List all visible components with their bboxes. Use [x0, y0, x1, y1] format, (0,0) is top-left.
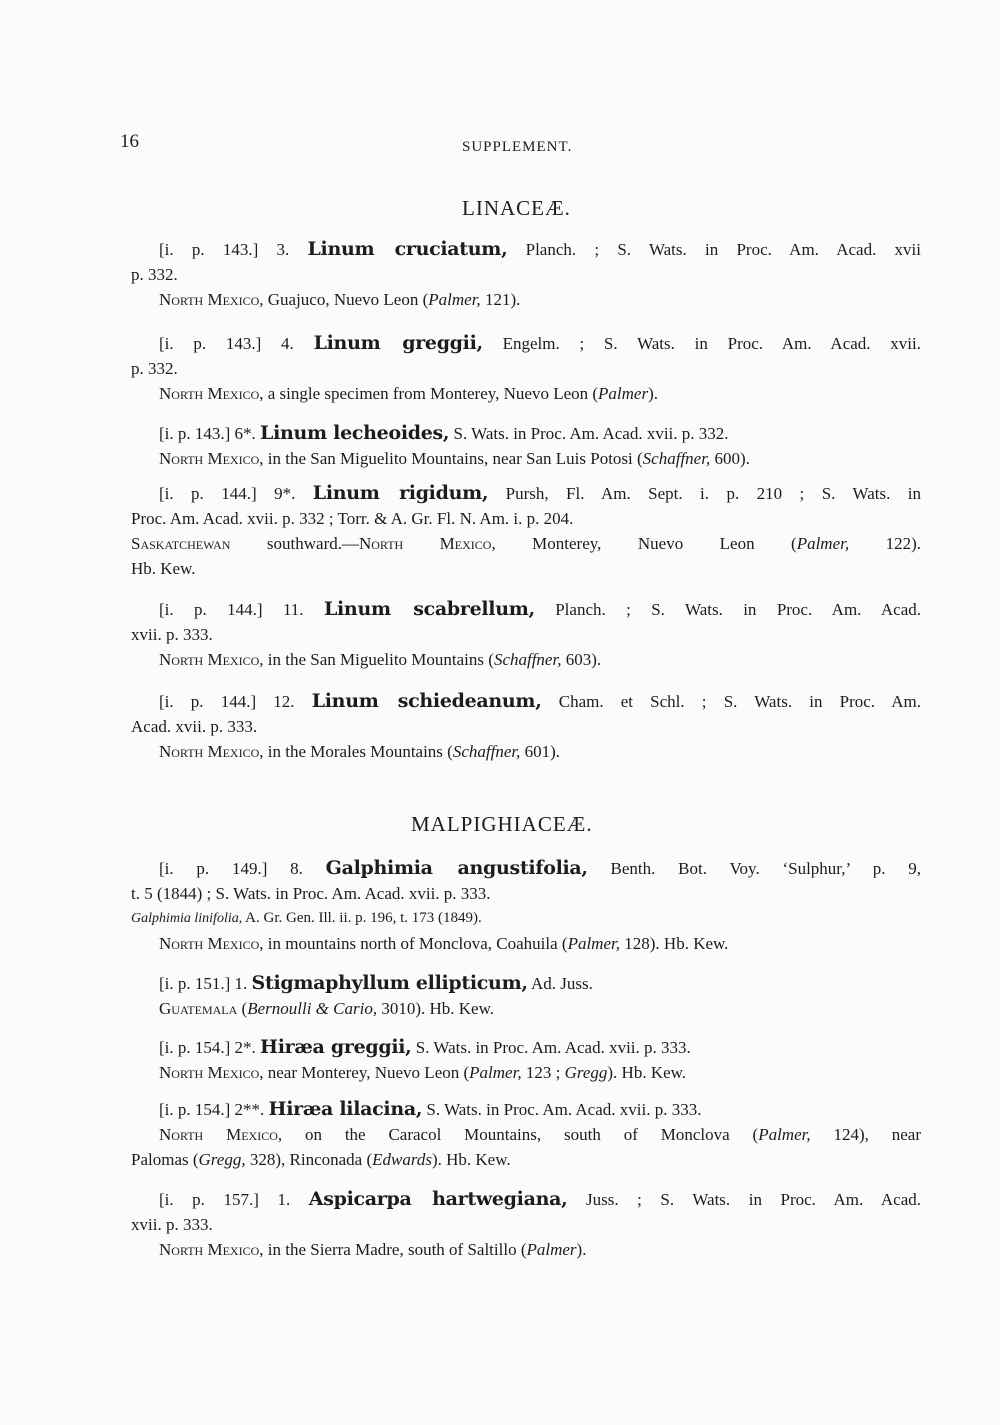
region-name: North Mexico, — [359, 534, 496, 553]
region-name: Guatemala — [159, 999, 238, 1018]
locality-text: ). Hb. Kew. — [607, 1063, 687, 1082]
locality-text: southward.— — [230, 534, 359, 553]
locality-text: 122). — [849, 534, 921, 553]
collector-name: Palmer — [526, 1240, 577, 1259]
region-name: North Mexico, — [159, 449, 264, 468]
page-number: 16 — [120, 131, 139, 152]
citation-ref: [i. p. 154.] 2**. — [159, 1100, 269, 1119]
locality-line — [131, 1122, 921, 1147]
entry-line: p. 332. — [131, 265, 178, 284]
locality-text: 328), Rinconada ( — [245, 1150, 373, 1169]
entry-line — [131, 856, 921, 881]
region-name: North Mexico, — [159, 1125, 283, 1144]
collector-name: Palmer, — [796, 534, 850, 553]
citation-ref: [i. p. 144.] 12. — [159, 692, 312, 711]
species-name: Hiræa lilacina, — [268, 1098, 423, 1120]
entry-line: p. 332. — [131, 359, 178, 378]
running-head: SUPPLEMENT. — [462, 139, 573, 155]
entry-hiraea-greggii — [131, 1035, 921, 1085]
entry-linum-scabrellum — [131, 597, 921, 672]
locality-line — [131, 531, 921, 556]
region-name: Saskatchewan — [131, 534, 231, 553]
species-name: Hiræa greggii, — [260, 1036, 412, 1058]
collector-name: Edwards — [372, 1150, 432, 1169]
synonym-citation: A. Gr. Gen. Ill. ii. p. 196, t. 173 (1849). — [242, 910, 482, 926]
species-name: Linum lecheoides, — [260, 422, 450, 444]
entry-line: xvii. p. 333. — [131, 625, 213, 644]
entry-line — [131, 421, 921, 446]
locality-line — [131, 1237, 921, 1262]
entry-aspicarpa-hartwegiana — [131, 1187, 921, 1262]
species-name: Linum cruciatum, — [307, 238, 508, 260]
citation-text: Engelm. ; S. Wats. in Proc. Am. Acad. xvii. — [482, 334, 921, 353]
entry-line — [131, 481, 921, 506]
locality-text: ). — [576, 1240, 587, 1259]
citation-text: Cham. et Schl. ; S. Wats. in Proc. Am. — [541, 692, 922, 711]
collector-name: Bernoulli & Cario, — [247, 999, 378, 1018]
entry-linum-cruciatum — [131, 237, 921, 312]
citation-ref: [i. p. 143.] 3. — [159, 240, 308, 259]
citation-text: Ad. Juss. — [527, 974, 593, 993]
locality-text: near Monterey, Nuevo Leon ( — [263, 1063, 470, 1082]
entry-linum-schiedeanum — [131, 689, 921, 764]
herbarium-ref: Hb. Kew. — [131, 559, 196, 578]
locality-text: 601). — [520, 742, 561, 761]
entry-line: t. 5 (1844) ; S. Wats. in Proc. Am. Acad. xvii. p. 333. — [131, 884, 491, 903]
citation-text: Planch. ; S. Wats. in Proc. Am. Acad. — [534, 600, 921, 619]
locality-text: on the Caracol Mountains, south of Monclova ( — [282, 1125, 759, 1144]
entry-line — [131, 1097, 921, 1122]
locality-text: 121). — [480, 290, 521, 309]
locality-line — [131, 1147, 921, 1172]
entry-galphimia-angustifolia — [131, 856, 921, 956]
citation-text: Juss. ; S. Wats. in Proc. Am. Acad. — [567, 1190, 921, 1209]
locality-text: in mountains north of Monclova, Coahuila ( — [263, 934, 568, 953]
collector-name: Palmer, — [567, 934, 620, 953]
citation-ref: [i. p. 144.] 11. — [159, 600, 324, 619]
locality-line — [131, 381, 921, 406]
locality-text: 603). — [561, 650, 602, 669]
locality-line — [131, 931, 921, 956]
region-name: North Mexico, — [159, 1240, 264, 1259]
locality-text: in the San Miguelito Mountains ( — [263, 650, 494, 669]
citation-ref: [i. p. 157.] 1. — [159, 1190, 309, 1209]
entry-line: xvii. p. 333. — [131, 1215, 213, 1234]
citation-ref: [i. p. 151.] 1. — [159, 974, 252, 993]
region-name: North Mexico, — [159, 742, 264, 761]
citation-text: Pursh, Fl. Am. Sept. i. p. 210 ; S. Wats. in — [488, 484, 921, 503]
locality-text: ). — [648, 384, 659, 403]
citation-ref: [i. p. 144.] 9*. — [159, 484, 313, 503]
locality-text: 600). — [710, 449, 750, 468]
entry-line — [131, 971, 921, 996]
locality-line — [131, 739, 921, 764]
locality-line — [131, 446, 921, 471]
entry-line — [131, 331, 921, 356]
entry-linum-lecheoides — [131, 421, 921, 471]
locality-line — [131, 1060, 921, 1085]
species-name: Aspicarpa hartwegiana, — [308, 1188, 568, 1210]
locality-text: a single specimen from Monterey, Nuevo Leon ( — [263, 384, 599, 403]
locality-text: ( — [237, 999, 248, 1018]
entry-line: Acad. xvii. p. 333. — [131, 717, 258, 736]
locality-line — [131, 647, 921, 672]
entry-linum-rigidum — [131, 481, 921, 581]
entry-line — [131, 237, 921, 262]
entry-hiraea-lilacina — [131, 1097, 921, 1172]
family-heading-malpighiaceae: MALPIGHIACEÆ. — [411, 812, 593, 836]
species-name: Galphimia angustifolia, — [325, 857, 588, 879]
locality-text: 128). Hb. Kew. — [620, 934, 729, 953]
citation-text: S. Wats. in Proc. Am. Acad. xvii. p. 332. — [449, 424, 729, 443]
region-name: North Mexico, — [159, 290, 264, 309]
species-name: Stigmaphyllum ellipticum, — [251, 972, 528, 994]
entry-line — [131, 689, 921, 714]
collector-name: Gregg — [564, 1063, 608, 1082]
citation-ref: [i. p. 143.] 6*. — [159, 424, 261, 443]
family-heading-linaceae: LINACEÆ. — [462, 196, 571, 220]
region-name: North Mexico, — [159, 934, 264, 953]
collector-name: Schaffner, — [493, 650, 562, 669]
locality-text: ). Hb. Kew. — [431, 1150, 511, 1169]
entry-line: Proc. Am. Acad. xvii. p. 332 ; Torr. & A. Gr. Fl. N. Am. i. p. 204. — [131, 509, 574, 528]
collector-name: Palmer — [598, 384, 649, 403]
species-name: Linum rigidum, — [312, 482, 489, 504]
citation-text: S. Wats. in Proc. Am. Acad. xvii. p. 333. — [422, 1100, 702, 1119]
species-name: Linum scabrellum, — [323, 598, 535, 620]
collector-name: Palmer, — [428, 290, 481, 309]
citation-ref: [i. p. 143.] 4. — [159, 334, 314, 353]
locality-text: in the Sierra Madre, south of Saltillo ( — [263, 1240, 527, 1259]
region-name: North Mexico, — [159, 650, 264, 669]
locality-text: 123 ; — [521, 1063, 565, 1082]
collector-name: Gregg, — [198, 1150, 246, 1169]
region-name: North Mexico, — [159, 1063, 264, 1082]
locality-text: Palomas ( — [131, 1150, 199, 1169]
locality-text: in the San Miguelito Mountains, near San Luis Potosi ( — [263, 449, 643, 468]
collector-name: Palmer, — [469, 1063, 522, 1082]
citation-text: S. Wats. in Proc. Am. Acad. xvii. p. 333. — [411, 1038, 691, 1057]
citation-ref: [i. p. 149.] 8. — [159, 859, 326, 878]
citation-ref: [i. p. 154.] 2*. — [159, 1038, 261, 1057]
entry-line — [131, 1187, 921, 1212]
locality-text: Guajuco, Nuevo Leon ( — [263, 290, 429, 309]
species-name: Linum greggii, — [313, 332, 483, 354]
citation-text: Benth. Bot. Voy. ‘Sulphur,’ p. 9, — [587, 859, 921, 878]
citation-text: Planch. ; S. Wats. in Proc. Am. Acad. xvii — [507, 240, 921, 259]
locality-text: 124), near — [810, 1125, 921, 1144]
locality-line — [131, 287, 921, 312]
entry-linum-greggii — [131, 331, 921, 406]
species-name: Linum schiedeanum, — [311, 690, 542, 712]
locality-text: in the Morales Mountains ( — [263, 742, 453, 761]
region-name: North Mexico, — [159, 384, 264, 403]
entry-stigmaphyllum-ellipticum — [131, 971, 921, 1021]
synonym-name: Galphimia linifolia, — [131, 911, 243, 926]
locality-text: Monterey, Nuevo Leon ( — [495, 534, 797, 553]
collector-name: Schaffner, — [642, 449, 711, 468]
collector-name: Schaffner, — [452, 742, 521, 761]
locality-line — [131, 996, 921, 1021]
entry-line — [131, 1035, 921, 1060]
collector-name: Palmer, — [758, 1125, 811, 1144]
synonym-line — [131, 906, 921, 931]
locality-text: 3010). Hb. Kew. — [377, 999, 495, 1018]
entry-line — [131, 597, 921, 622]
